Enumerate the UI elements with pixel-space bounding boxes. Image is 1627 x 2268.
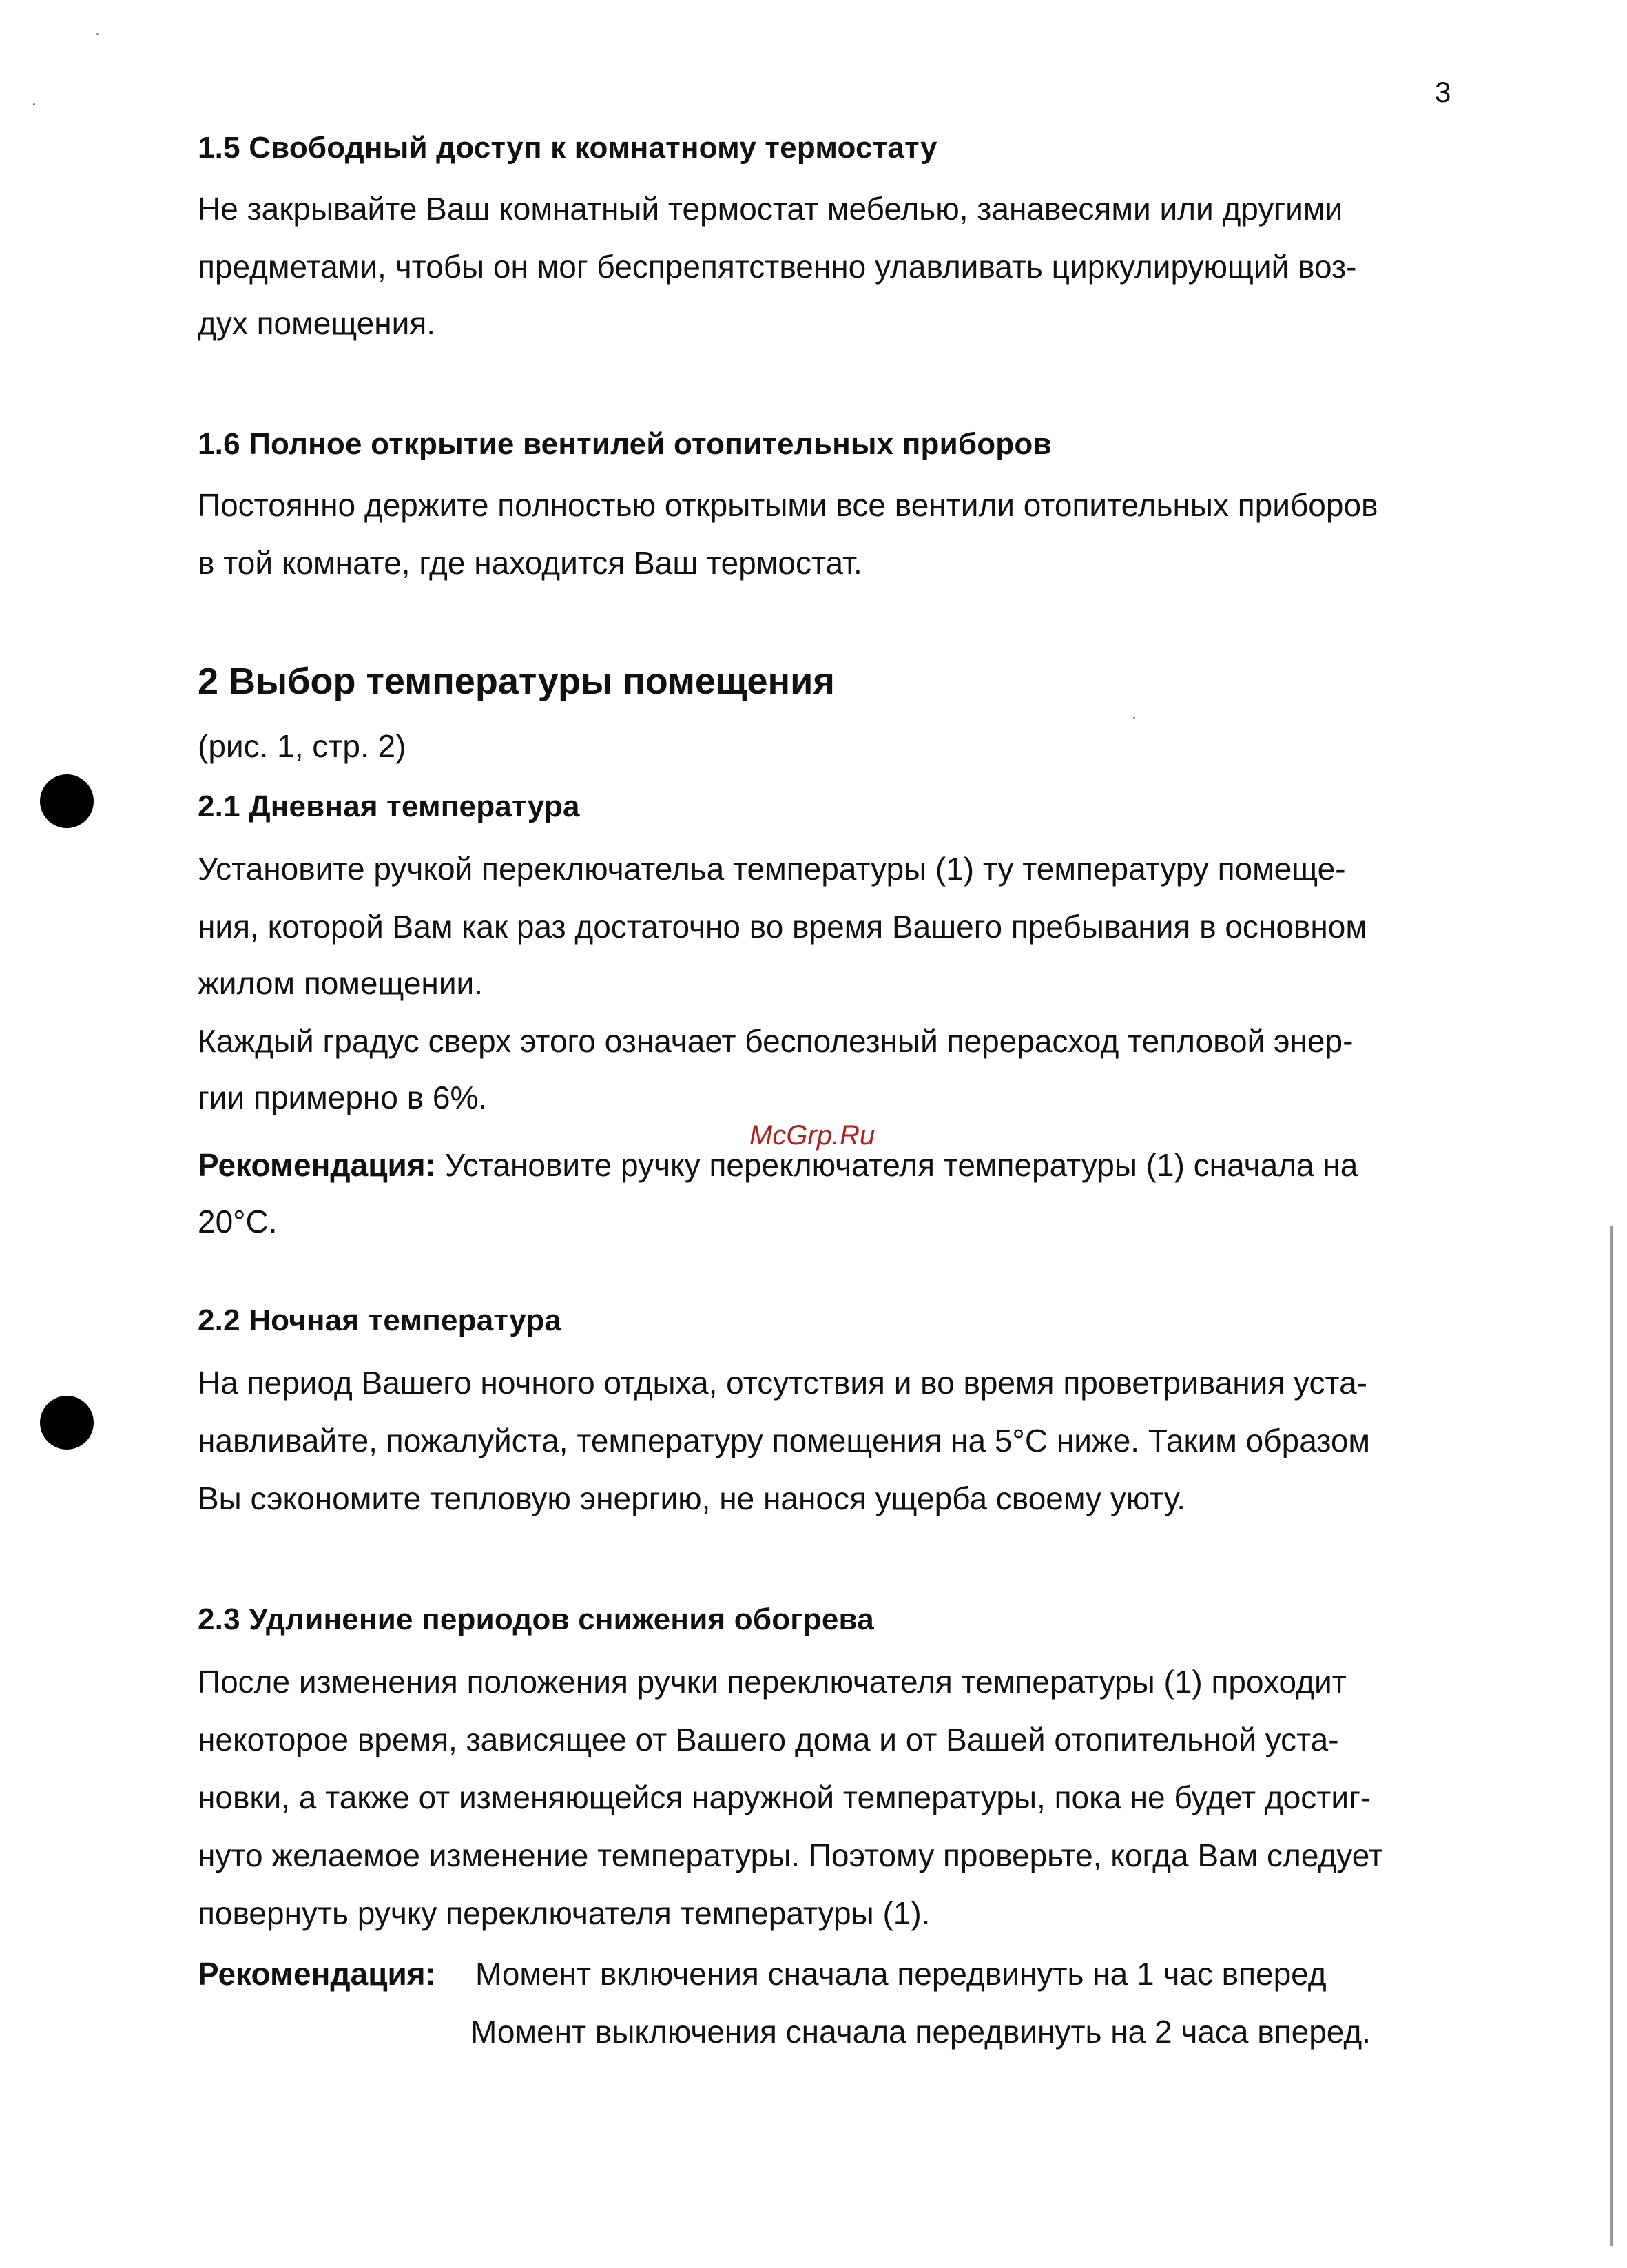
section-2-2-line-2: навливайте, пожалуйста, температуру помещения на 5°С ниже. Таким образом	[198, 1423, 1371, 1458]
section-2-3-line-5: повернуть ручку переключателя температуры (1).	[198, 1895, 931, 1931]
section-1-6-line-2: в той комнате, где находится Ваш термостат.	[198, 545, 862, 581]
section-1-6-line-1: Постоянно держите полностью открытыми все вентили отопительных приборов	[198, 487, 1378, 523]
recommendation-text: Установите ручку переключателя температуры (1) сначала на	[444, 1147, 1358, 1183]
section-2-3-line-2: некоторое время, зависящее от Вашего дома и от Вашей отопительной уста-	[198, 1722, 1339, 1757]
section-2-1-line-5: гии примерно в 6%.	[198, 1080, 488, 1115]
section-2-3-title: 2.3 Удлинение периодов снижения обогрева	[198, 1602, 874, 1636]
margin-bullet	[40, 774, 94, 828]
section-2-title: 2 Выбор температуры помещения	[198, 661, 835, 702]
recommendation-label: Рекомендация:	[198, 1147, 436, 1183]
section-2-1-recommendation-cont: 20°С.	[198, 1204, 278, 1239]
section-1-5-title: 1.5 Свободный доступ к комнатному термостату	[198, 131, 937, 165]
section-1-6-title: 1.6 Полное открытие вентилей отопительных приборов	[198, 427, 1052, 461]
section-2-1-line-2: ния, которой Вам как раз достаточно во время Вашего пребывания в основном	[198, 909, 1367, 945]
section-2-3-line-3: новки, а также от изменяющейся наружной температуры, пока не будет достиг-	[198, 1780, 1371, 1815]
section-1-5-line-3: дух помещения.	[198, 305, 436, 341]
scan-speck	[33, 103, 35, 105]
section-2-2-title: 2.2 Ночная температура	[198, 1303, 562, 1337]
margin-bullet	[40, 1396, 94, 1450]
scan-edge-line	[1610, 1226, 1613, 2246]
section-2-2-line-3: Вы сэкономите тепловую энергию, не нанося ущерба своему уюту.	[198, 1481, 1186, 1516]
watermark: McGrp.Ru	[749, 1120, 875, 1151]
section-2-3-line-1: После изменения положения ручки переключателя температуры (1) проходит	[198, 1664, 1347, 1700]
section-2-1-line-1: Установите ручкой переключательа температуры (1) ту температуру помеще-	[198, 851, 1346, 887]
section-2-3-line-4: нуто желаемое изменение температуры. Поэтому проверьте, когда Вам следует	[198, 1837, 1383, 1873]
page-number: 3	[1435, 76, 1451, 108]
section-2-3-recommendation-line-1: Момент включения сначала передвинуть на 1 час вперед	[475, 1956, 1327, 1992]
section-1-5-line-1: Не закрывайте Ваш комнатный термостат мебелью, занавесями или другими	[198, 191, 1343, 227]
section-2-3-recommendation-label: Рекомендация:	[198, 1956, 436, 1992]
section-2-3-recommendation-line-2: Момент выключения сначала передвинуть на 2 часа вперед.	[470, 2014, 1371, 2050]
section-2-1-title: 2.1 Дневная температура	[198, 790, 580, 823]
section-1-5-line-2: предметами, чтобы он мог беспрепятственно улавливать циркулирующий воз-	[198, 249, 1357, 285]
figure-reference: (рис. 1, стр. 2)	[198, 728, 406, 764]
scan-speck	[1133, 717, 1135, 719]
section-2-2-line-1: На период Вашего ночного отдыха, отсутствия и во время проветривания уста-	[198, 1365, 1368, 1401]
scan-speck	[96, 33, 99, 35]
section-2-1-recommendation	[198, 1146, 1358, 1184]
section-2-1-line-4: Каждый градус сверх этого означает бесполезный перерасход тепловой энер-	[198, 1023, 1354, 1059]
section-2-1-line-3: жилом помещении.	[198, 965, 483, 1001]
